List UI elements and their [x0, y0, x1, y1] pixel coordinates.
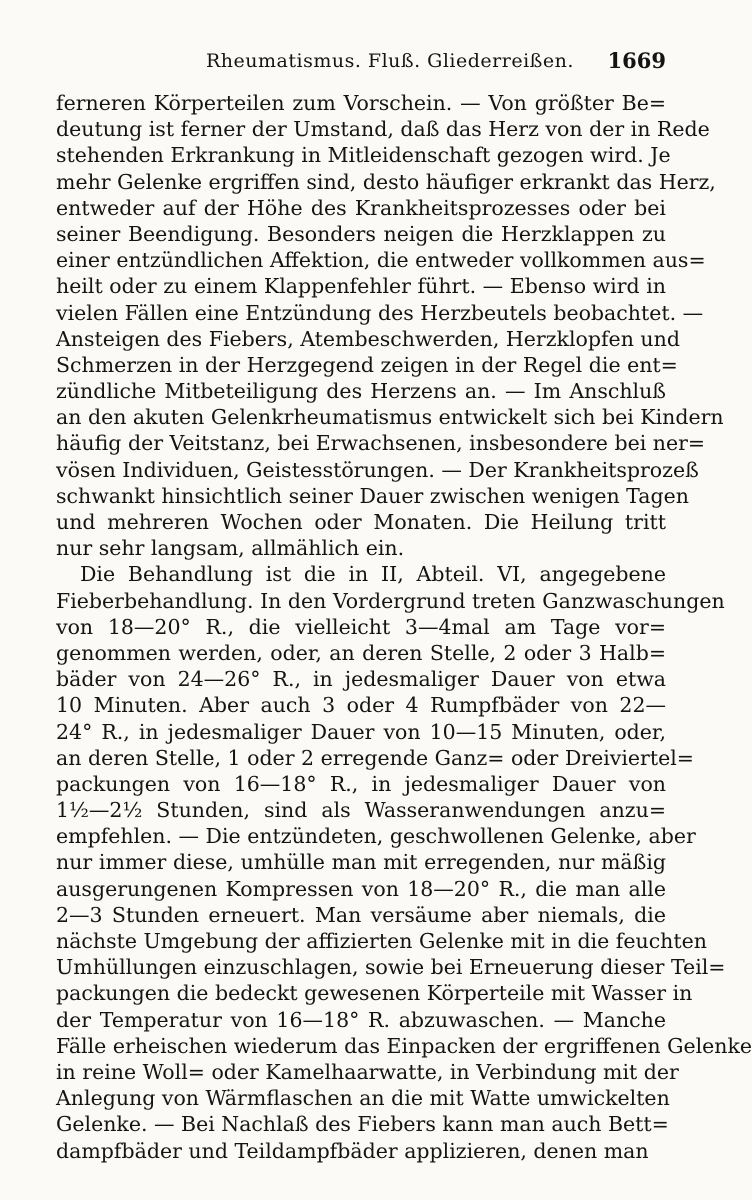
text-line: mehr Gelenke ergriffen sind, desto häufiger erkrankt das Herz, — [56, 169, 716, 194]
text-line: Die Behandlung ist die in II, Abteil. VI, angegebene — [80, 562, 666, 587]
text-line: und mehreren Wochen oder Monaten. Die Heilung tritt — [56, 510, 666, 534]
text-line: Schmerzen in der Herzgegend zeigen in der Regel die ent= — [56, 352, 678, 377]
text-line: seiner Beendigung. Besonders neigen die Herzklappen zu — [56, 221, 666, 246]
text-line: Gelenke. — Bei Nachlaß des Fiebers kann man auch Bett= — [56, 1112, 669, 1137]
text-line: einer entzündlichen Affektion, die entweder vollkommen aus= — [56, 248, 706, 273]
text-line: dampfbäder und Teildampfbäder applizieren, denen man — [56, 1138, 649, 1163]
text-line: zündliche Mitbeteiligung des Herzens an. — Im Anschluß — [56, 379, 666, 404]
text-line: ferneren Körperteilen zum Vorschein. — Von größter Be= — [56, 91, 666, 115]
text-line: genommen werden, oder, an deren Stelle, 2 oder 3 Halb= — [56, 640, 666, 665]
text-line: Umhüllungen einzuschlagen, sowie bei Erneuerung dieser Teil= — [56, 955, 726, 980]
text-line: deutung ist ferner der Umstand, daß das Herz von der in Rede — [56, 117, 710, 142]
text-line: der Temperatur von 16—18° R. abzuwaschen. — Manche — [56, 1007, 666, 1032]
text-line: Fieberbehandlung. In den Vordergrund treten Ganzwaschungen — [56, 588, 725, 613]
text-line: 1½—2½ Stunden, sind als Wasseranwendungen anzu= — [56, 798, 666, 823]
text-line: nur sehr langsam, allmählich ein. — [56, 536, 405, 561]
text-line: in reine Woll= oder Kamelhaarwatte, in Verbindung mit der — [56, 1059, 679, 1084]
page-number: 1669 — [607, 48, 666, 73]
text-line: Fälle erheischen wiederum das Einpacken der ergriffenen Gelenke — [56, 1033, 752, 1058]
text-line: vielen Fällen eine Entzündung des Herzbeutels beobachtet. — — [56, 300, 704, 325]
running-head — [56, 0, 666, 92]
text-line: vösen Individuen, Geistesstörungen. — Der Krankheitsprozeß — [56, 457, 699, 482]
paragraph-1 — [56, 90, 724, 561]
text-line: stehenden Erkrankung in Mitleidenschaft gezogen wird. Je — [56, 143, 671, 168]
text-line: an deren Stelle, 1 oder 2 erregende Ganz= oder Dreiviertel= — [56, 745, 694, 770]
text-line: Anlegung von Wärmflaschen an die mit Watte umwickelten — [56, 1086, 670, 1111]
paragraph-2 — [56, 561, 752, 1163]
text-line: heilt oder zu einem Klappenfehler führt. — Ebenso wird in — [56, 274, 666, 299]
text-line: nur immer diese, umhülle man mit erregenden, nur mäßig — [56, 850, 666, 875]
text-line: packungen von 16—18° R., in jedesmaliger Dauer von — [56, 771, 666, 796]
text-line: empfehlen. — Die entzündeten, geschwollenen Gelenke, aber — [56, 824, 696, 849]
text-line: 2—3 Stunden erneuert. Man versäume aber niemals, die — [56, 902, 666, 927]
body-text — [56, 90, 752, 1164]
text-line: packungen die bedeckt gewesenen Körperteile mit Wasser in — [56, 981, 693, 1006]
text-line: 24° R., in jedesmaliger Dauer von 10—15 Minuten, oder, — [56, 719, 666, 744]
text-line: häufig der Veitstanz, bei Erwachsenen, insbesondere bei ner= — [56, 431, 706, 456]
text-line: von 18—20° R., die vielleicht 3—4mal am Tage vor= — [56, 614, 666, 639]
text-line: nächste Umgebung der affizierten Gelenke mit in die feuchten — [56, 929, 707, 953]
text-line: ausgerungenen Kompressen von 18—20° R., die man alle — [56, 876, 666, 901]
text-line: entweder auf der Höhe des Krankheitsprozesses oder bei — [56, 195, 666, 220]
text-line: Ansteigen des Fiebers, Atembeschwerden, Herzklopfen und — [56, 326, 680, 351]
text-line: an den akuten Gelenkrheumatismus entwickelt sich bei Kindern — [56, 405, 724, 430]
running-title: Rheumatismus. Fluß. Gliederreißen. — [206, 50, 574, 72]
text-line: 10 Minuten. Aber auch 3 oder 4 Rumpfbäder von 22— — [56, 693, 666, 718]
text-line: schwankt hinsichtlich seiner Dauer zwischen wenigen Tagen — [56, 483, 689, 508]
text-line: bäder von 24—26° R., in jedesmaliger Dauer von etwa — [56, 667, 666, 692]
